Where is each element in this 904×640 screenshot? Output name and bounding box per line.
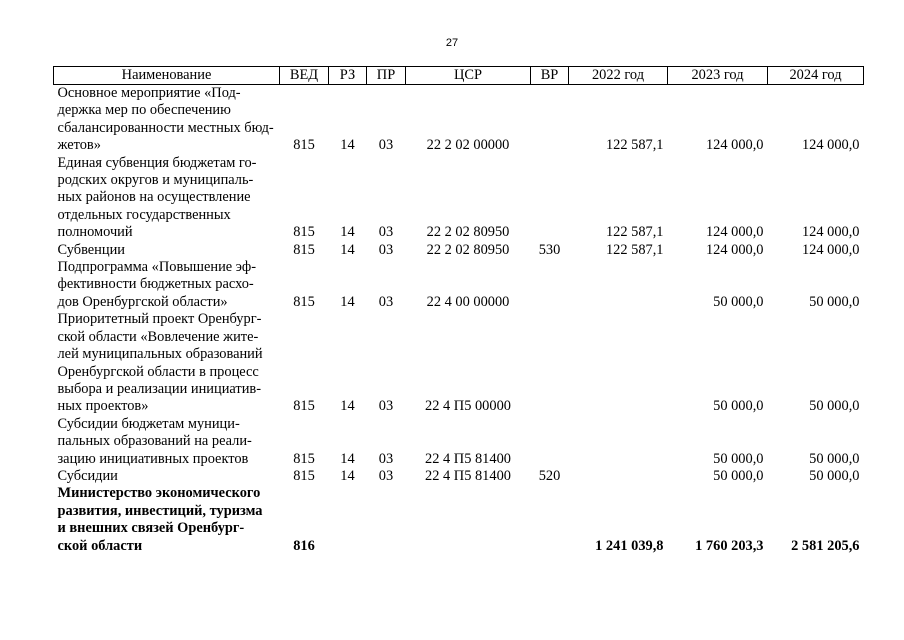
- cell-csr: 22 2 02 00000: [426, 137, 510, 154]
- cell-csr: 22 4 П5 00000: [425, 398, 511, 415]
- budget-table: [53, 66, 864, 555]
- name-line: Подпрограмма «Повышение эф-: [57, 259, 256, 276]
- cell-vr: [531, 311, 569, 415]
- name-line: Субсидии: [57, 467, 118, 484]
- table-row: [54, 259, 864, 311]
- cell-2024: 50 000,0: [809, 398, 860, 415]
- name-line: отдельных государственных: [57, 206, 231, 223]
- cell-ved: 815: [293, 137, 315, 154]
- name-line: Основное мероприятие «Под-: [57, 85, 241, 101]
- cell-csr: 22 4 П5 81400: [425, 450, 511, 467]
- cell-ved: 815: [293, 450, 315, 467]
- cell-2022: 122 587,1: [605, 137, 664, 154]
- name-line: ской области: [57, 537, 143, 554]
- name-line: лей муниципальных образований: [57, 346, 263, 363]
- table-body: [54, 85, 864, 555]
- cell-2022: [569, 416, 668, 468]
- cell-2024: 124 000,0: [801, 241, 860, 258]
- table-row: [54, 468, 864, 485]
- cell-vr: [531, 155, 569, 242]
- cell-2024: 50 000,0: [809, 293, 860, 310]
- cell-2024: 50 000,0: [809, 450, 860, 467]
- name-line: Субсидии бюджетам муници-: [57, 415, 240, 432]
- cell-name: [54, 485, 280, 555]
- name-line: Единая субвенция бюджетам го-: [57, 154, 257, 171]
- cell-ved: 815: [293, 398, 315, 415]
- name-line: ных проектов»: [57, 398, 149, 415]
- name-line: выбора и реализации инициатив-: [57, 380, 261, 397]
- name-line: ных районов на осуществление: [57, 189, 251, 206]
- name-line: дов Оренбургской области»: [57, 293, 228, 310]
- cell-2023: 124 000,0: [705, 241, 764, 258]
- cell-2022: [569, 468, 668, 485]
- name-line: развития, инвестиций, туризма: [57, 502, 263, 519]
- cell-2024: 124 000,0: [801, 224, 860, 241]
- cell-pr: 03: [378, 293, 394, 310]
- cell-csr: 22 2 02 80950: [426, 224, 510, 241]
- table-row: [54, 311, 864, 415]
- cell-name: [54, 311, 280, 415]
- table-row: [54, 485, 864, 555]
- header-row: [54, 67, 864, 85]
- name-line: Приоритетный проект Оренбург-: [57, 311, 262, 328]
- cell-2022: 1 241 039,8: [595, 537, 664, 554]
- cell-ved: 816: [293, 537, 315, 554]
- cell-ved: 815: [293, 467, 315, 484]
- header-name: Наименование: [54, 67, 280, 85]
- cell-pr: 03: [378, 467, 394, 484]
- cell-rz: 14: [340, 293, 355, 310]
- cell-vr: [531, 259, 569, 311]
- cell-ved: 815: [293, 293, 315, 310]
- cell-rz: 14: [340, 467, 355, 484]
- cell-csr: 22 2 02 80950: [426, 241, 510, 258]
- cell-csr: [406, 485, 531, 555]
- header-csr: ЦСР: [406, 67, 531, 85]
- table-row: [54, 242, 864, 259]
- cell-vr: 520: [538, 467, 561, 484]
- table-row: [54, 416, 864, 468]
- cell-2023: 1 760 203,3: [695, 537, 764, 554]
- name-line: полномочий: [57, 224, 133, 241]
- name-line: Министерство экономического: [57, 485, 261, 502]
- header-2022: 2022 год: [569, 67, 668, 85]
- cell-pr: 03: [378, 450, 394, 467]
- name-line: фективности бюджетных расхо-: [57, 276, 254, 293]
- cell-2023: 124 000,0: [705, 137, 764, 154]
- header-vr: ВР: [531, 67, 569, 85]
- cell-rz: 14: [340, 450, 355, 467]
- name-line: родских округов и муниципаль-: [57, 172, 254, 189]
- cell-name: [54, 468, 280, 485]
- name-line: пальных образований на реали-: [57, 433, 252, 450]
- cell-vr: [531, 85, 569, 155]
- header-rz: РЗ: [329, 67, 367, 85]
- name-line: жетов»: [57, 137, 101, 154]
- cell-rz: [329, 485, 367, 555]
- cell-csr: 22 4 00 00000: [426, 293, 510, 310]
- cell-2022: 122 587,1: [605, 224, 664, 241]
- cell-ved: 815: [293, 224, 315, 241]
- cell-ved: 815: [293, 241, 315, 258]
- name-line: сбалансированности местных бюд-: [57, 119, 274, 136]
- page-number: 27: [445, 37, 459, 49]
- cell-name: [54, 416, 280, 468]
- header-2024: 2024 год: [768, 67, 864, 85]
- cell-2024: 50 000,0: [809, 467, 860, 484]
- cell-2023: 124 000,0: [705, 224, 764, 241]
- cell-vr: 530: [538, 241, 561, 258]
- name-line: Оренбургской области в процесс: [57, 363, 259, 380]
- table-row: [54, 85, 864, 155]
- cell-2023: 50 000,0: [713, 293, 764, 310]
- cell-name: [54, 259, 280, 311]
- cell-pr: [367, 485, 406, 555]
- cell-2022: [569, 259, 668, 311]
- cell-pr: 03: [378, 224, 394, 241]
- name-line: ской области «Вовлечение жите-: [57, 328, 259, 345]
- cell-rz: 14: [340, 224, 355, 241]
- cell-2022: [569, 311, 668, 415]
- header-pr: ПР: [367, 67, 406, 85]
- cell-rz: 14: [340, 137, 355, 154]
- cell-pr: 03: [378, 398, 394, 415]
- header-2023: 2023 год: [668, 67, 768, 85]
- table-header: [54, 67, 864, 85]
- cell-rz: 14: [340, 241, 355, 258]
- cell-2024: 2 581 205,6: [791, 537, 860, 554]
- cell-name: [54, 155, 280, 242]
- table-row: [54, 155, 864, 242]
- cell-pr: 03: [378, 137, 394, 154]
- header-ved: ВЕД: [280, 67, 329, 85]
- name-line: и внешних связей Оренбург-: [57, 520, 245, 537]
- cell-name: [54, 242, 280, 259]
- cell-2023: 50 000,0: [713, 450, 764, 467]
- cell-csr: 22 4 П5 81400: [425, 467, 511, 484]
- cell-2022: 122 587,1: [605, 241, 664, 258]
- cell-rz: 14: [340, 398, 355, 415]
- cell-2023: 50 000,0: [713, 398, 764, 415]
- cell-2023: 50 000,0: [713, 467, 764, 484]
- cell-vr: [531, 416, 569, 468]
- cell-vr: [531, 485, 569, 555]
- name-line: Субвенции: [57, 241, 125, 258]
- cell-2024: 124 000,0: [801, 137, 860, 154]
- name-line: держка мер по обеспечению: [57, 102, 231, 119]
- cell-name: [54, 85, 280, 155]
- name-line: зацию инициативных проектов: [57, 450, 249, 467]
- cell-pr: 03: [378, 241, 394, 258]
